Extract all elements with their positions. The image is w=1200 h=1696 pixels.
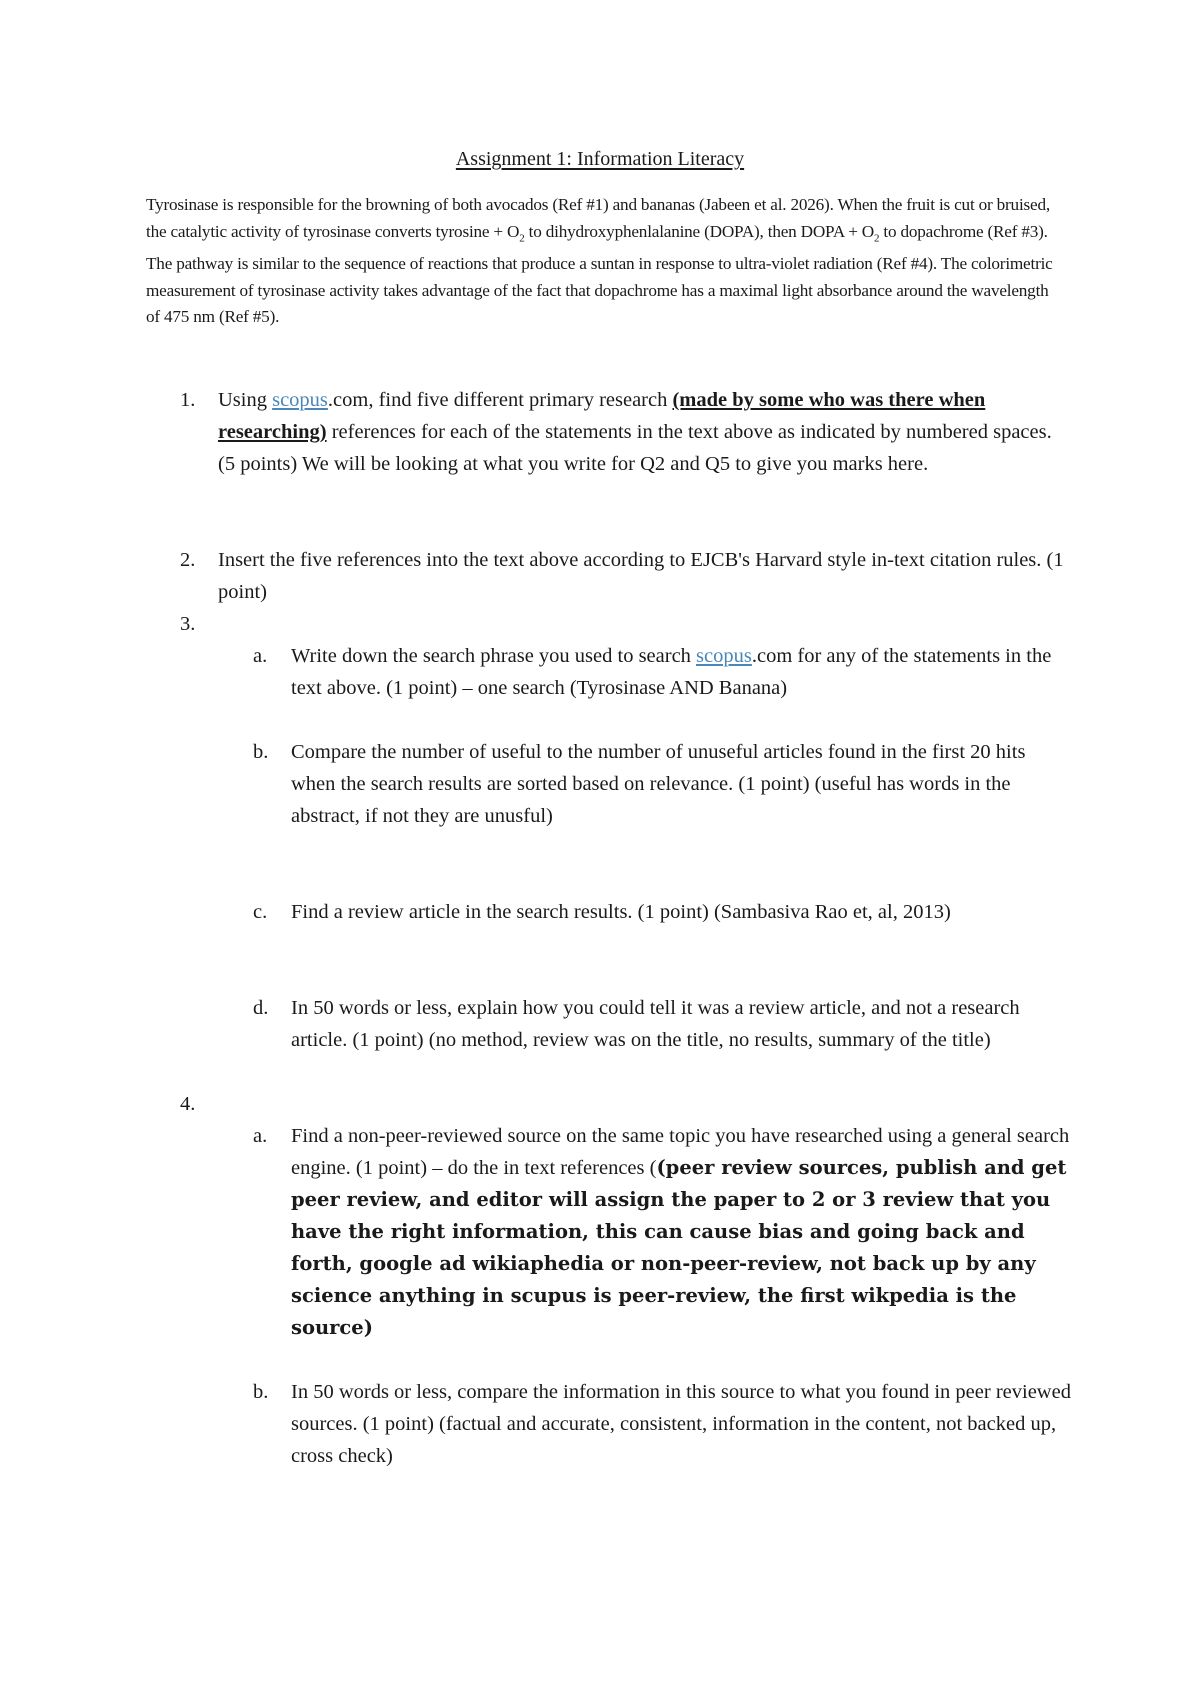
question-4a bbox=[291, 1120, 1081, 1344]
question-3b: Compare the number of useful to the number of unuseful articles found in the first 20 hits when the search results are sorted based on relevance. (1 point) (useful has words in the abstract, if not they are unusful) bbox=[291, 741, 1026, 827]
q3a-text-post: .com for any of the statements in the text above. (1 point) – one search (Tyrosinase AND Banana) bbox=[291, 645, 1052, 699]
question-3d: In 50 words or less, explain how you could tell it was a review article, and not a research article. (1 point) (no method, review was on the title, no results, summary of the title) bbox=[291, 997, 1020, 1051]
q3a-text-pre: Write down the search phrase you used to search bbox=[291, 645, 697, 667]
q4b-label: b. bbox=[253, 1381, 269, 1403]
q1-text-pre: Using bbox=[218, 389, 273, 411]
page-title: Assignment 1: Information Literacy bbox=[455, 148, 745, 170]
q3c-label: c. bbox=[253, 901, 268, 923]
intro-text-3: to dopachrome (Ref #3). The pathway is similar to the sequence of reactions that produce a suntan in response to ultra-violet radiation (Ref #4). The colorimetric measurement of tyrosinase activity takes advantage of the fact that dopachrome has a maximal light absorbance around the wavelength of 475 nm (Ref #5). bbox=[146, 221, 1053, 327]
q1-text-mid: .com, find five different primary research bbox=[327, 389, 673, 411]
subscript-2b: 2 bbox=[874, 231, 880, 244]
question-2-number: 2. bbox=[180, 549, 196, 571]
subscript-2: 2 bbox=[519, 231, 525, 244]
intro-paragraph bbox=[146, 192, 1066, 331]
q4a-text: Find a non-peer-reviewed source on the same topic you have researched using a general search engine. (1 point) – do the in text references ( bbox=[291, 1125, 1070, 1179]
question-2: Insert the five references into the text above according to EJCB's Harvard style in-text citation rules. (1 point) bbox=[218, 549, 1064, 603]
q4a-bold-note: (peer review sources, publish and get peer review, and editor will assign the paper to 2 or 3 review that you have the right information, this can cause bias and going back and forth, google ad wikiaphedia or non-peer-review, not back up by any science anything in scupus is peer-review, the first wikpedia is the source) bbox=[291, 1156, 1067, 1339]
question-3a bbox=[291, 640, 1081, 704]
q1-text-post: references for each of the statements in the text above as indicated by numbered spaces. (5 points) We will be looking at what you write for Q2 and Q5 to give you marks here. bbox=[218, 421, 1052, 475]
q3b-label: b. bbox=[253, 741, 269, 763]
intro-text-2: to dihydroxyphenlalanine (DOPA), then DOPA + O bbox=[524, 221, 874, 241]
question-3-number: 3. bbox=[180, 613, 196, 635]
question-1 bbox=[218, 384, 1068, 480]
question-4-number: 4. bbox=[180, 1093, 196, 1115]
scopus-link[interactable]: scopus bbox=[272, 389, 328, 411]
q3d-label: d. bbox=[253, 997, 269, 1019]
q4a-label: a. bbox=[253, 1125, 268, 1147]
intro-text-1: Tyrosinase is responsible for the browning of both avocados (Ref #1) and bananas (Jabeen et al. 2026). When the fruit is cut or bruised, the catalytic activity of tyrosinase converts tyrosine + O bbox=[146, 195, 1050, 241]
scopus-link-2[interactable]: scopus bbox=[696, 645, 752, 667]
question-4b: In 50 words or less, compare the information in this source to what you found in peer reviewed sources. (1 point) (factual and accurate, consistent, information in the content, not backed up, cross check) bbox=[291, 1381, 1071, 1467]
q3a-label: a. bbox=[253, 645, 268, 667]
question-1-number: 1. bbox=[180, 389, 196, 411]
question-3c: Find a review article in the search results. (1 point) (Sambasiva Rao et, al, 2013) bbox=[291, 901, 951, 923]
q1-bold-note: (made by some who was there when researching) bbox=[218, 389, 986, 443]
